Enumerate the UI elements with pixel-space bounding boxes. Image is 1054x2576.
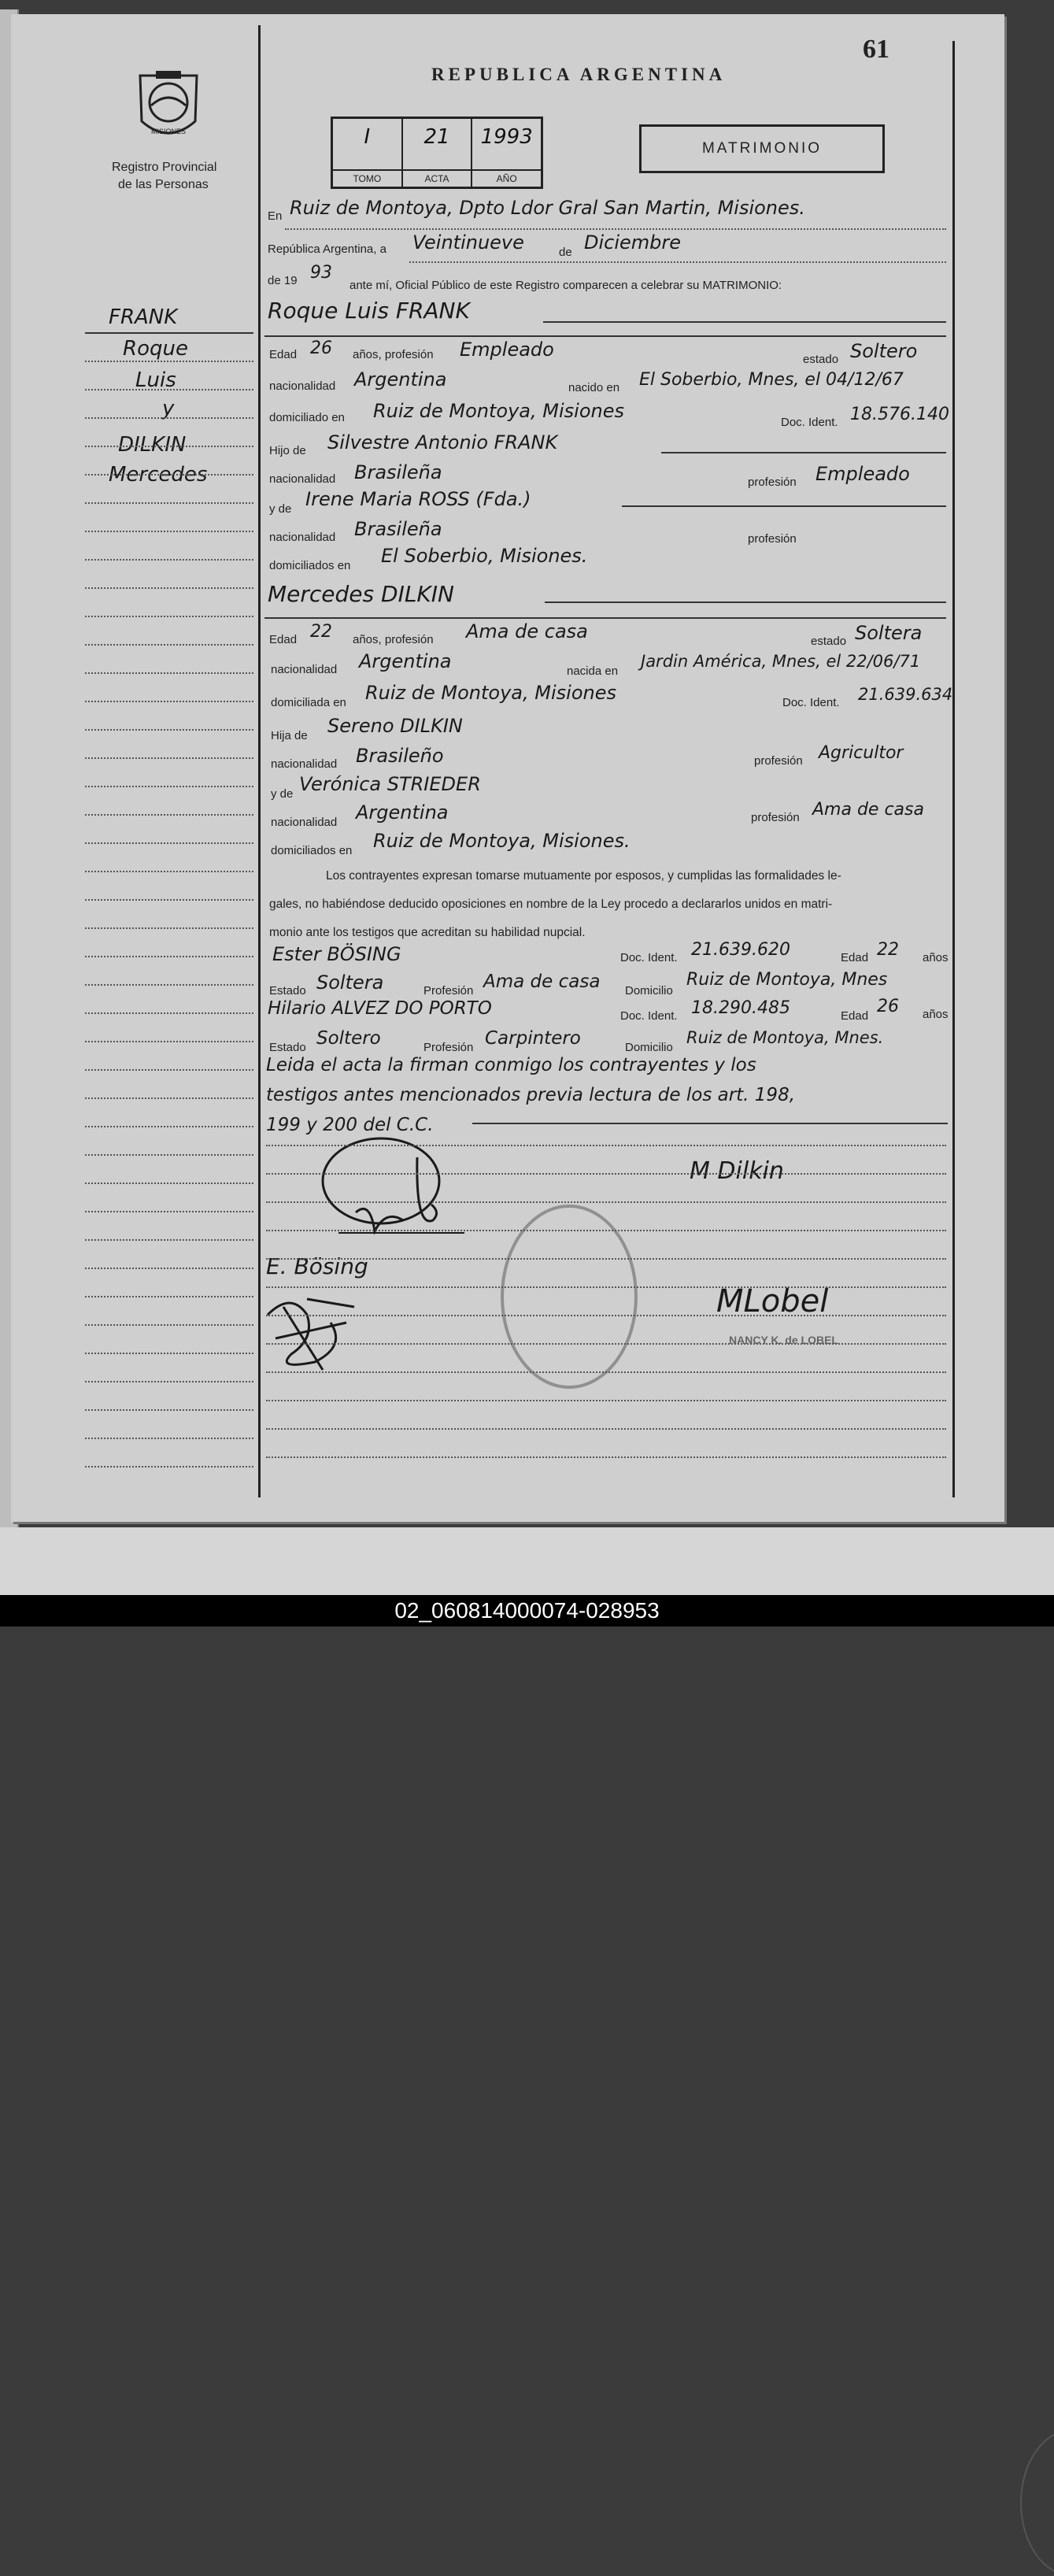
witness1-prof-label: Profesión — [423, 984, 474, 997]
margin-dotline — [85, 899, 253, 901]
bride-padre-prof-label: profesión — [754, 754, 803, 768]
groom-nacionalidad: Argentina — [354, 368, 447, 390]
scan-caption: 02_060814000074-028953 — [0, 1595, 1054, 1627]
tomo-box — [333, 119, 403, 187]
margin-dotline — [85, 1381, 253, 1382]
intro-text: ante mí, Oficial Público de este Registro comparecen a celebrar su MATRIMONIO: — [349, 279, 782, 292]
bride-dom-label: domiciliada en — [271, 696, 346, 709]
groom-doms: El Soberbio, Misiones. — [381, 545, 588, 567]
bride-name: Mercedes DILKIN — [268, 581, 454, 607]
margin-dotline — [85, 757, 253, 759]
groom-profesion: Empleado — [460, 339, 554, 361]
body-dotline — [266, 1258, 946, 1260]
declaration-line-2: gales, no habiéndose deducido oposiciones en nombre de la Ley procedo a declararlos unidos en matri- — [269, 898, 833, 911]
bride-madre: Verónica STRIEDER — [299, 773, 481, 795]
registry-line-1: Registro Provincial — [112, 161, 217, 174]
margin-dotline — [85, 701, 253, 702]
bride-padre-prof: Agricultor — [819, 743, 904, 763]
bride-madre-nac-label: nacionalidad — [271, 816, 338, 829]
bride-nacida: Jardin América, Mnes, el 22/06/71 — [641, 652, 921, 671]
margin-dotline — [85, 1324, 253, 1326]
en-label: En — [268, 209, 283, 223]
bride-estado: Soltera — [855, 622, 923, 644]
closing-line-1: Leida el acta la firman conmigo los contrayentes y los — [266, 1055, 756, 1075]
margin-dotline — [85, 984, 253, 986]
groom-padre-prof-label: profesión — [748, 476, 797, 489]
bride-anios-label: años, profesión — [353, 633, 434, 646]
margin-dotline — [85, 1409, 253, 1411]
body-dotline — [266, 1145, 946, 1146]
bride-y-de-label: y de — [271, 787, 294, 801]
place-dotline — [285, 228, 946, 230]
official-seal-icon — [501, 1205, 638, 1389]
declaration-line-3: monio ante los testigos que acreditan su habilidad nupcial. — [269, 926, 586, 939]
body-dotline — [266, 1371, 946, 1373]
groom-doc: 18.576.140 — [850, 405, 949, 424]
groom-doc-label: Doc. Ident. — [781, 416, 838, 429]
groom-madre-prof-label: profesión — [748, 532, 797, 546]
witness-signature: E. Bösing — [266, 1253, 368, 1279]
registry-line-2: de las Personas — [118, 178, 209, 191]
margin-dotline — [85, 446, 253, 447]
bride-profesion: Ama de casa — [466, 620, 588, 642]
witness1-profesion: Ama de casa — [483, 972, 601, 992]
official-signature: MLobel — [716, 1283, 829, 1319]
margin-dotline — [85, 644, 253, 646]
groom-madre-nac: Brasileña — [354, 518, 442, 540]
bride-edad: 22 — [310, 622, 332, 642]
margin-dotline — [85, 672, 253, 674]
acta-box — [403, 119, 473, 187]
groom-estado: Soltero — [850, 340, 918, 362]
margin-line-4: DILKIN — [118, 433, 187, 457]
margin-dotline — [85, 1041, 253, 1042]
bride-doms-label: domiciliados en — [271, 844, 353, 857]
margin-dotline — [85, 417, 253, 419]
witness2-dom-label: Domicilio — [625, 1041, 673, 1054]
margin-dotline — [85, 474, 253, 476]
margin-dotline — [85, 1126, 253, 1127]
margin-dotline — [85, 1012, 253, 1014]
groom-domicilio: Ruiz de Montoya, Misiones — [373, 400, 624, 422]
body-dotline — [266, 1400, 946, 1401]
body-dotline — [266, 1315, 946, 1316]
margin-line-2: Luis — [135, 368, 176, 392]
body-dotline — [266, 1230, 946, 1231]
bride-madre-nac: Argentina — [356, 801, 449, 824]
country-title: REPUBLICA ARGENTINA — [431, 65, 727, 84]
bride-hija-label: Hija de — [271, 729, 308, 742]
groom-nac-label: nacionalidad — [269, 379, 336, 393]
margin-line-3: y — [162, 397, 175, 420]
declaration-line-1: Los contrayentes expresan tomarse mutuamente por esposos, y cumplidas las formalidades le- — [326, 869, 841, 883]
witness1-edad: 22 — [877, 940, 899, 960]
anio-value: 1993 — [480, 125, 533, 149]
witness2-name: Hilario ALVEZ DO PORTO — [268, 998, 492, 1019]
margin-line-5: Mercedes — [109, 463, 208, 487]
body-dotline — [266, 1173, 946, 1175]
margin-divider — [258, 25, 261, 1497]
groom-anios-label: años, profesión — [353, 348, 434, 361]
groom-hijo-label: Hijo de — [269, 444, 306, 457]
right-border — [952, 41, 955, 1497]
de-label: de — [559, 246, 572, 259]
groom-madre-nac-label: nacionalidad — [269, 531, 336, 544]
groom-padre-nac: Brasileña — [354, 461, 442, 483]
witness1-estado-label: Estado — [269, 984, 306, 997]
witness1-doc-label: Doc. Ident. — [620, 951, 678, 964]
body-dotline — [266, 1343, 946, 1345]
witness1-dom-label: Domicilio — [625, 984, 673, 997]
witness2-signature-icon — [260, 1291, 362, 1378]
margin-dotline — [85, 786, 253, 787]
groom-edad: 26 — [310, 339, 332, 358]
anio-label: AÑO — [472, 169, 541, 184]
bride-nacida-label: nacida en — [567, 664, 619, 678]
body-dotline — [266, 1456, 946, 1458]
day-value: Veintinueve — [412, 231, 524, 254]
body-dotline — [266, 1201, 946, 1203]
groom-divider — [264, 335, 946, 337]
margin-dotline — [85, 1466, 253, 1468]
witness2-domicilio: Ruiz de Montoya, Mnes. — [686, 1028, 884, 1047]
margin-dotline — [85, 1353, 253, 1354]
groom-nacido: El Soberbio, Mnes, el 04/12/67 — [639, 370, 904, 390]
witness2-edad-label: Edad — [841, 1009, 869, 1023]
margin-dotline — [85, 587, 253, 589]
margin-dotline — [85, 1069, 253, 1071]
bride-madre-prof-label: profesión — [751, 811, 800, 824]
bride-padre-nac-label: nacionalidad — [271, 757, 338, 771]
official-seal-inner — [1020, 2430, 1054, 2576]
groom-dom-label: domiciliado en — [269, 411, 345, 424]
witness1-name: Ester BÖSING — [272, 943, 401, 965]
margin-dotline — [85, 927, 253, 929]
emblem-label: MISIONES — [150, 128, 187, 135]
bride-name-rule — [545, 601, 946, 603]
document-type: MATRIMONIO — [639, 124, 885, 173]
groom-signature-icon — [315, 1134, 472, 1244]
margin-dotline — [85, 616, 253, 617]
witness2-anios-label: años — [923, 1008, 949, 1021]
witness2-edad: 26 — [877, 997, 899, 1016]
groom-estado-label: estado — [803, 353, 839, 366]
witness1-anios-label: años — [923, 951, 949, 964]
acta-label: ACTA — [403, 169, 472, 184]
margin-dotline — [85, 361, 253, 362]
margin-dotline — [85, 1154, 253, 1156]
margin-dotline — [85, 1268, 253, 1269]
margin-dotline — [85, 1097, 253, 1099]
date-dotline — [409, 261, 946, 263]
witness1-edad-label: Edad — [841, 951, 869, 964]
republic-label: República Argentina, a — [268, 242, 386, 256]
tomo-label: TOMO — [333, 169, 401, 184]
closing-line-3: 199 y 200 del C.C. — [266, 1115, 434, 1135]
groom-name: Roque Luis FRANK — [268, 298, 470, 324]
groom-doms-label: domiciliados en — [269, 559, 351, 572]
margin-dotline — [85, 1183, 253, 1184]
bride-nac-label: nacionalidad — [271, 663, 338, 676]
groom-madre-rule — [622, 505, 946, 507]
margin-dotline — [85, 814, 253, 816]
margin-rule — [85, 332, 253, 334]
body-dotline — [266, 1286, 946, 1288]
scan-bottom-edge — [0, 1527, 1054, 1595]
witness2-doc-label: Doc. Ident. — [620, 1009, 678, 1023]
bride-padre: Sereno DILKIN — [327, 715, 463, 737]
witness1-domicilio: Ruiz de Montoya, Mnes — [686, 970, 888, 990]
bride-estado-label: estado — [811, 635, 847, 648]
body-dotline — [266, 1428, 946, 1430]
margin-dotline — [85, 1239, 253, 1241]
groom-padre-prof: Empleado — [815, 463, 910, 485]
year-prefix: de 19 — [268, 274, 298, 287]
bride-padre-nac: Brasileño — [356, 745, 444, 767]
month-value: Diciembre — [584, 231, 682, 254]
year-value: 93 — [310, 263, 332, 283]
bride-madre-prof: Ama de casa — [812, 800, 924, 820]
margin-dotline — [85, 1211, 253, 1212]
anio-box — [472, 119, 541, 187]
margin-dotline — [85, 729, 253, 731]
groom-madre: Irene Maria ROSS (Fda.) — [305, 488, 531, 510]
bride-domicilio: Ruiz de Montoya, Misiones — [365, 682, 616, 704]
groom-nacido-label: nacido en — [568, 381, 620, 394]
witness2-estado: Soltero — [316, 1028, 381, 1049]
official-name: NANCY K. de LOBEL — [729, 1334, 838, 1346]
page-number: 61 — [863, 35, 889, 64]
witness2-prof-label: Profesión — [423, 1041, 474, 1054]
witness2-profesion: Carpintero — [485, 1028, 581, 1049]
acta-value: 21 — [423, 125, 450, 149]
witness1-doc: 21.639.620 — [691, 940, 790, 960]
margin-dotline — [85, 1296, 253, 1297]
witness1-estado: Soltera — [316, 972, 384, 994]
margin-dotline — [85, 842, 253, 844]
closing-line-2: testigos antes mencionados previa lectura de los art. 198, — [266, 1085, 796, 1105]
bride-doms: Ruiz de Montoya, Misiones. — [373, 830, 631, 852]
groom-padre-nac-label: nacionalidad — [269, 472, 336, 486]
groom-edad-label: Edad — [269, 348, 298, 361]
witness2-doc: 18.290.485 — [691, 998, 790, 1018]
record-number-boxes — [331, 117, 543, 189]
margin-dotline — [85, 1438, 253, 1439]
groom-name-rule — [543, 321, 946, 323]
bride-doc-label: Doc. Ident. — [782, 696, 840, 709]
margin-dotline — [85, 531, 253, 532]
closing-rule — [472, 1123, 948, 1124]
bride-doc: 21.639.634 — [858, 685, 953, 704]
bride-nacionalidad: Argentina — [359, 650, 452, 672]
tomo-value: I — [364, 125, 371, 149]
bride-signature: M Dilkin — [690, 1157, 784, 1185]
bride-edad-label: Edad — [269, 633, 298, 646]
margin-dotline — [85, 559, 253, 561]
place-value: Ruiz de Montoya, Dpto Ldor Gral San Martin, Misiones. — [290, 197, 805, 219]
margin-surname: FRANK — [109, 305, 178, 329]
margin-line-1: Roque — [123, 337, 188, 361]
bride-divider — [264, 617, 946, 619]
margin-dotline — [85, 871, 253, 872]
groom-padre: Silvestre Antonio FRANK — [327, 431, 558, 453]
margin-dotline — [85, 389, 253, 390]
margin-dotline — [85, 502, 253, 504]
province-emblem-icon — [132, 66, 205, 145]
groom-padre-rule — [661, 452, 946, 453]
witness2-estado-label: Estado — [269, 1041, 306, 1054]
groom-y-de-label: y de — [269, 502, 292, 516]
margin-dotline — [85, 956, 253, 957]
